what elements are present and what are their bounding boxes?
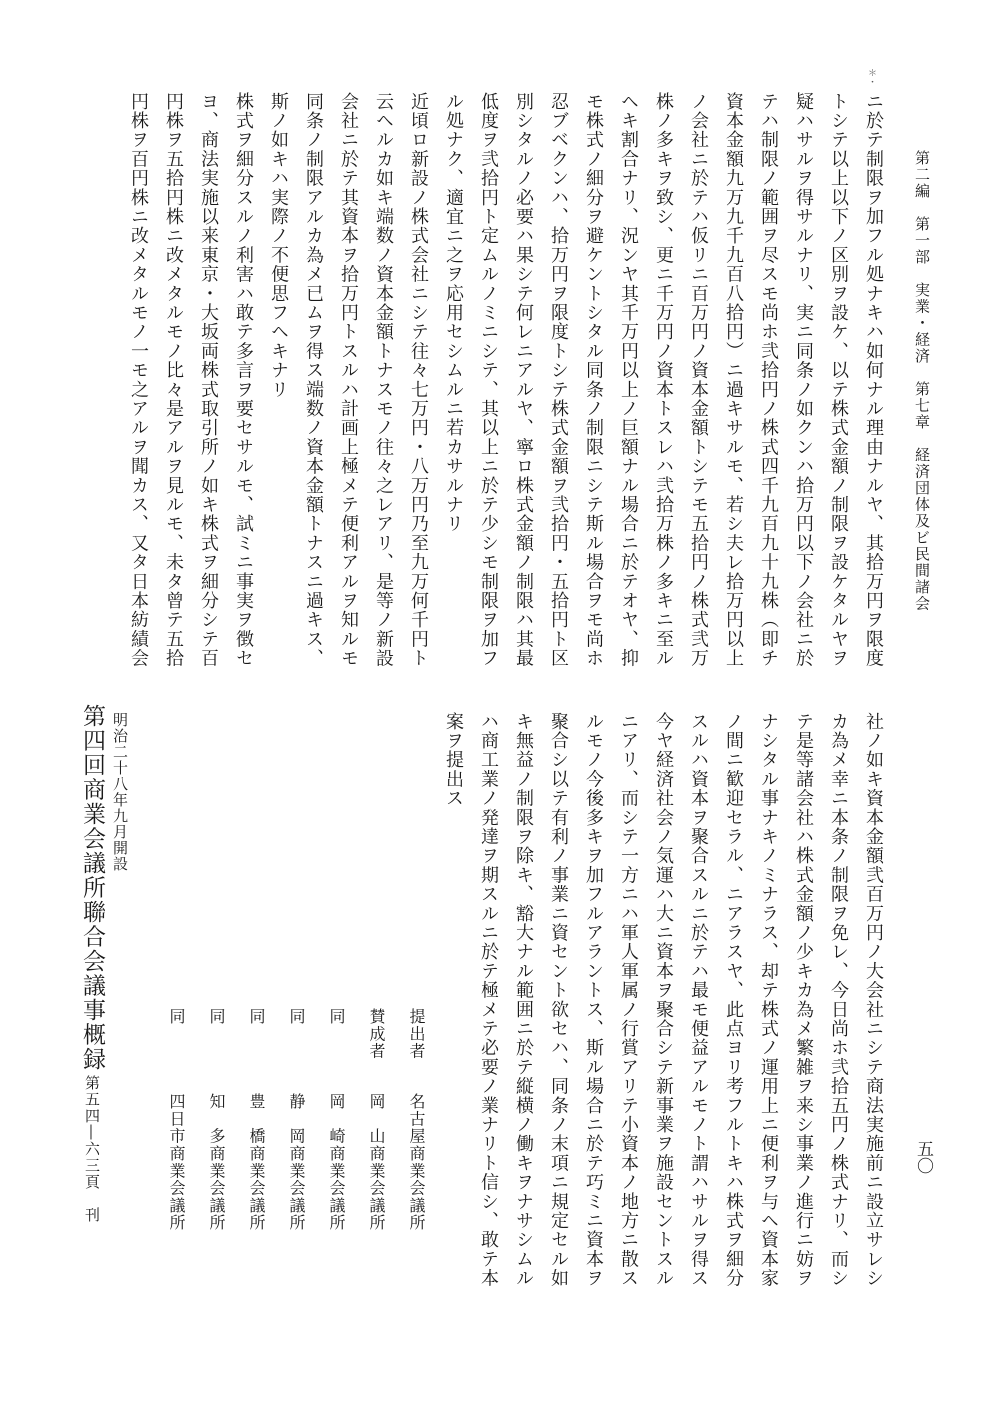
body-line: ノ会社ニ於テハ仮リニ百万円ノ資本金額トシテモ五拾円ノ株式弐万 — [688, 92, 709, 668]
body-line: ノ間ニ歓迎セラル、ニアラスヤ、此点ヨリ考フルトキハ株式ヲ細分 — [723, 712, 744, 1288]
signatory-role: 同 — [327, 1008, 346, 1026]
body-line: 近頃ロ新設ノ株式会社ニシテ往々七万円・八万円乃至九万何千円ト — [408, 92, 429, 668]
signatory-role: 同 — [207, 1008, 226, 1026]
body-line: テ是等諸会社ハ株式金額ノ少キカ為メ繁雑ヲ来シ事業ノ進行ニ妨ヲ — [793, 712, 814, 1288]
body-line: ヨ、商法実施以来東京・大坂両株式取引所ノ如キ株式ヲ細分シテ百 — [198, 92, 219, 668]
body-line: ヘキ割合ナリ、況ンヤ其千万円以上ノ巨額ナル場合ニ於テオヤ、抑 — [618, 92, 639, 668]
signatory-org: 四日市商業会議所 — [167, 1093, 186, 1232]
body-line: モ株式ノ細分ヲ避ケントシタル同条ノ制限ニシテ斯ル場合ヲモ尚ホ — [583, 92, 604, 668]
signatory-role: 提出者 — [407, 1008, 426, 1060]
signatory-role: 同 — [247, 1008, 266, 1026]
body-line: 案ヲ提出ス — [443, 712, 464, 808]
body-line: テハ制限ノ範囲ヲ尽スモ尚ホ弐拾円ノ株式四千九百九十九株（即チ — [758, 92, 779, 668]
body-line: ニ於テ制限ヲ加フル処ナキハ如何ナル理由ナルヤ、其拾万円ヲ限度 — [863, 92, 884, 668]
meeting-date: 明治二十八年九月開設 — [111, 712, 129, 872]
body-line: スルハ資本ヲ聚合スルニ於テハ最モ便益アルモノト謂ハサルヲ得ス — [688, 712, 709, 1288]
signatory-org: 知 多商業会議所 — [207, 1093, 226, 1232]
body-line: 別シタルノ必要ハ果シテ何レニアルヤ、寧ロ株式金額ノ制限ハ其最 — [513, 92, 534, 668]
body-line: 円株ヲ五拾円株ニ改メタルモノ比々是アルヲ見ルモ、未タ曾テ五拾 — [163, 92, 184, 668]
signatory-org: 豊 橋商業会議所 — [247, 1093, 266, 1232]
body-line: 今ヤ経済社会ノ気運ハ大ニ資本ヲ聚合シテ新事業ヲ施設セントスル — [653, 712, 674, 1288]
body-line: 社ノ如キ資本金額弐百万円ノ大会社ニシテ商法実施前ニ設立サレシ — [863, 712, 884, 1288]
body-line: 疑ハサルヲ得サルナリ、実ニ同条ノ如クンハ拾万円以下ノ会社ニ於 — [793, 92, 814, 668]
signatory-role: 同 — [287, 1008, 306, 1026]
body-line: キ無益ノ制限ヲ除キ、豁大ナル範囲ニ於テ縦横ノ働キヲナサシムル — [513, 712, 534, 1288]
signatory-org: 名古屋商業会議所 — [407, 1093, 426, 1232]
running-head: 第二編 第一部 実業・経済 第七章 経済団体及ビ民間諸会 — [913, 150, 931, 612]
signatory-role: 同 — [167, 1008, 186, 1026]
body-line: 円株ヲ百円株ニ改メタルモノ一モ之アルヲ聞カス、又タ日本紡績会 — [128, 92, 149, 668]
signatory-role: 賛成者 — [367, 1008, 386, 1060]
body-line: ナシタル事ナキノミナラス、却テ株式ノ運用上ニ便利ヲ与ヘ資本家 — [758, 712, 779, 1288]
body-line: 同条ノ制限アルカ為メ已ムヲ得ス端数ノ資本金額トナスニ過キス、 — [303, 92, 324, 668]
body-line: 低度ヲ弐拾円ト定ムルノミニシテ、其以上ニ於テ少シモ制限ヲ加フ — [478, 92, 499, 668]
signatory-org: 静 岡商業会議所 — [287, 1093, 306, 1232]
signatory-org: 岡 山商業会議所 — [367, 1093, 386, 1232]
body-line: カ為メ幸ニ本条ノ制限ヲ免レ、今日尚ホ弐拾五円ノ株式ナリ、而シ — [828, 712, 849, 1288]
body-line: ルモノ今後多キヲ加フルアラントス、斯ル場合ニ於テ巧ミニ資本ヲ — [583, 712, 604, 1289]
body-line: ハ商工業ノ発達ヲ期スルニ於テ極メテ必要ノ業ナリト信シ、敢テ本 — [478, 712, 499, 1288]
source-pages: 第五四―六三頁 刊 — [83, 1075, 101, 1224]
body-line: ル処ナク、適宜ニ之ヲ応用セシムルニ若カサルナリ — [443, 92, 464, 534]
body-line: 株ノ多キヲ致シ、更ニ千万円ノ資本トスレハ弐拾万株ノ多キニ至ル — [653, 92, 674, 668]
body-line: 云ヘルカ如キ端数ノ資本金額トナスモノ往々之レアリ、是等ノ新設 — [373, 92, 394, 668]
body-line: 会社ニ於テ其資本ヲ拾万円トスルハ計画上極メテ便利アルヲ知ルモ — [338, 92, 359, 668]
body-line: 株式ヲ細分スルノ利害ハ敢テ多言ヲ要セサルモ、試ミニ事実ヲ徴セ — [233, 92, 254, 668]
body-line: トシテ以上以下ノ区別ヲ設ケ、以テ株式金額ノ制限ヲ設ケタルヤヲ — [828, 92, 849, 668]
body-line: ニアリ、而シテ一方ニハ軍人軍属ノ行賞アリテ小資本ノ地方ニ散ス — [618, 712, 639, 1288]
body-line: 斯ノ如キハ実際ノ不便思フヘキナリ — [268, 92, 289, 400]
source-title: 第四回商業会議所聯合会議事概録 — [79, 704, 105, 1072]
body-line: 資本金額九万九千九百八拾円）ニ過キサルモ、若シ夫レ拾万円以上 — [723, 92, 744, 668]
margin-note: ＊・ — [866, 68, 876, 86]
signatory-org: 岡 崎商業会議所 — [327, 1093, 346, 1232]
page-number: 五〇 — [913, 1140, 933, 1174]
body-line: 忍ブベクンハ、拾万円ヲ限度トシテ株式金額ヲ弐拾円・五拾円ト区 — [548, 92, 569, 668]
body-line: 聚合シ以テ有利ノ事業ニ資セント欲セハ、同条ノ末項ニ規定セル如 — [548, 712, 569, 1288]
